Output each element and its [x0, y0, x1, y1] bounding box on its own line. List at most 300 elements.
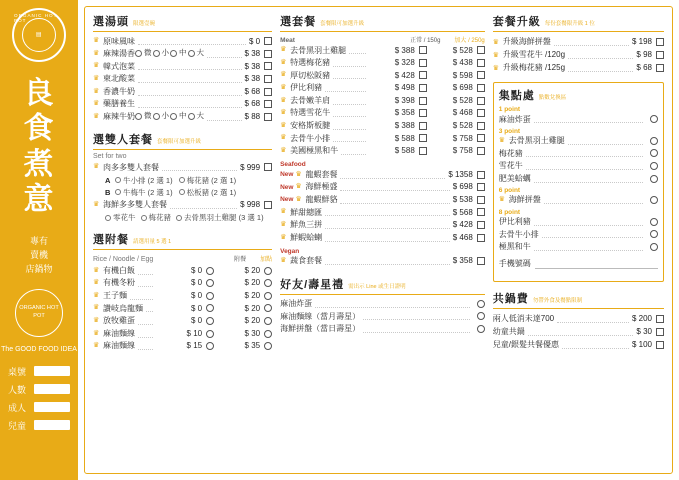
- sides-col-left-label: Rice / Noodle / Egg: [93, 256, 154, 264]
- dot-leader: [340, 196, 449, 204]
- list-item[interactable]: [93, 85, 272, 98]
- checkbox[interactable]: [477, 221, 485, 229]
- counter-input-people[interactable]: [34, 384, 70, 394]
- list-item[interactable]: [93, 35, 272, 48]
- radio-point[interactable]: [650, 175, 658, 183]
- counter-list: [8, 365, 70, 437]
- radio-option[interactable]: [141, 215, 147, 221]
- dot-leader: [544, 196, 643, 204]
- crown-icon: ♛: [93, 304, 100, 312]
- checkbox-normal[interactable]: [419, 134, 427, 142]
- radio-option[interactable]: [176, 215, 182, 221]
- list-item[interactable]: [493, 312, 664, 325]
- spice-label-small: 小: [161, 111, 169, 121]
- checkbox[interactable]: [477, 208, 485, 216]
- section-upgrade: [493, 13, 664, 74]
- checkbox[interactable]: [264, 88, 272, 96]
- seafood-name-2: 龍蝦鮮貉: [305, 195, 338, 205]
- meat-price1-7: $ 588: [394, 133, 415, 143]
- soup-price-6: $ 88: [244, 112, 261, 122]
- seafood-name-0: 龍蝦套餐: [305, 169, 338, 179]
- checkbox-large[interactable]: [477, 109, 485, 117]
- upgrade-note: 每份套餐限升級 1 位: [544, 21, 595, 27]
- brand-sub-line-0: 專有: [29, 235, 48, 246]
- side-name-0: 有機白飯: [103, 265, 135, 275]
- meat-name-4: 去骨嫩羊肩: [290, 95, 331, 105]
- choice-c-opt-2: 去骨黑羽土雞腿 (3 選 1): [184, 213, 264, 223]
- list-item[interactable]: [499, 135, 658, 148]
- counter-row-adult[interactable]: [8, 401, 70, 414]
- shared-fee-title: 共鍋費: [492, 293, 529, 305]
- radio-side-normal[interactable]: [206, 304, 214, 312]
- upgrade-name-0: 升級海鮮拼盤: [502, 37, 551, 46]
- radio-side-extra[interactable]: [264, 317, 272, 325]
- dot-leader: [325, 84, 366, 92]
- radio-spice-mild[interactable]: [135, 113, 142, 120]
- organic-hotpot-badge: ORGANIC HOT POT: [15, 289, 63, 337]
- crown-icon: ♛: [93, 75, 100, 82]
- checkbox[interactable]: [477, 234, 485, 242]
- soup-title: 選湯頭: [93, 16, 129, 28]
- radio-option[interactable]: [115, 177, 121, 183]
- list-item[interactable]: [499, 160, 658, 173]
- friend-gift-header: [280, 276, 485, 295]
- dot-leader: [325, 257, 450, 265]
- soup-header: [93, 13, 272, 32]
- dot-leader: [207, 50, 242, 58]
- checkbox-large[interactable]: [477, 97, 485, 105]
- checkbox[interactable]: [656, 341, 664, 349]
- side-name-2: 王子麵: [103, 291, 127, 301]
- radio-spice-small[interactable]: [153, 113, 160, 120]
- double-set-choice-c[interactable]: [105, 212, 272, 223]
- upgrade-name-2: 升級梅花豬 /125g: [502, 63, 566, 72]
- list-item[interactable]: [280, 69, 485, 82]
- checkbox-normal[interactable]: [419, 59, 427, 67]
- phone-input-row[interactable]: [499, 258, 658, 269]
- list-item[interactable]: [280, 219, 485, 232]
- checkbox-large[interactable]: [477, 46, 485, 54]
- list-item[interactable]: [93, 327, 272, 340]
- meat-price1-2: $ 428: [394, 70, 415, 80]
- upgrade-title: 套餐升級: [492, 16, 541, 28]
- checkbox[interactable]: [264, 201, 272, 209]
- radio-spice-mild[interactable]: [135, 50, 142, 57]
- seafood-price-5: $ 468: [452, 232, 473, 242]
- list-item[interactable]: [493, 325, 664, 338]
- double-set-price-0: $ 999: [240, 162, 261, 172]
- list-item[interactable]: [93, 340, 272, 353]
- counter-input-adult[interactable]: [34, 402, 70, 412]
- list-item[interactable]: [499, 241, 658, 254]
- radio-point[interactable]: [650, 115, 658, 123]
- points-header: [499, 87, 658, 103]
- checkbox-large[interactable]: [477, 84, 485, 92]
- list-item[interactable]: [493, 35, 664, 48]
- shared-fee-header: [493, 290, 664, 309]
- list-item[interactable]: [93, 315, 272, 328]
- dot-leader: [207, 113, 242, 121]
- list-item[interactable]: [280, 132, 485, 145]
- double-set-choice-a[interactable]: [105, 175, 272, 186]
- radio-option[interactable]: [179, 177, 185, 183]
- radio-gift[interactable]: [477, 312, 485, 320]
- side-name-1: 有機冬粉: [103, 278, 135, 288]
- spice-options-6[interactable]: [135, 111, 204, 122]
- point-item-6-0: 海鮮拼盤: [508, 195, 541, 205]
- meat-price2-2: $ 598: [452, 70, 473, 80]
- list-item[interactable]: [93, 302, 272, 315]
- list-item[interactable]: [280, 168, 485, 181]
- radio-side-extra[interactable]: [264, 304, 272, 312]
- section-sides: [93, 231, 272, 352]
- list-item[interactable]: [280, 120, 485, 133]
- list-item[interactable]: [93, 264, 272, 277]
- counter-row-child[interactable]: [8, 419, 70, 432]
- dot-leader: [325, 221, 450, 229]
- checkbox[interactable]: [264, 100, 272, 108]
- side-price2-6: $ 35: [244, 341, 261, 351]
- radio-option[interactable]: [105, 215, 111, 221]
- phone-input[interactable]: [535, 259, 658, 269]
- dot-leader: [557, 315, 629, 323]
- radio-gift[interactable]: [477, 325, 485, 333]
- list-item[interactable]: [93, 111, 272, 124]
- radio-option[interactable]: [179, 189, 185, 195]
- choice-key-a: A: [105, 175, 111, 185]
- list-item[interactable]: [93, 290, 272, 303]
- section-soup: [93, 13, 272, 123]
- crown-icon: ♛: [93, 291, 100, 299]
- section-shared-fee: [493, 290, 664, 351]
- meat-name-6: 安格斯板腱: [290, 121, 331, 131]
- order-sheet: [84, 6, 673, 474]
- radio-spice-large[interactable]: [188, 50, 195, 57]
- choice-c-opt-1: 梅花豬: [148, 213, 171, 223]
- counter-input-table[interactable]: [34, 366, 70, 376]
- vegan-label: Vegan: [280, 247, 300, 255]
- counter-label-people: 人數: [8, 384, 27, 395]
- checkbox[interactable]: [656, 328, 664, 336]
- brand-sidebar: [0, 0, 78, 480]
- crown-icon: ♛: [93, 266, 100, 274]
- dot-leader: [325, 208, 450, 216]
- list-item[interactable]: [499, 194, 658, 207]
- side-price1-4: $ 0: [190, 316, 203, 326]
- radio-side-extra[interactable]: [264, 267, 272, 275]
- counter-row-table[interactable]: [8, 365, 70, 378]
- crown-icon: ♛: [280, 46, 287, 54]
- checkbox-normal[interactable]: [419, 46, 427, 54]
- list-item[interactable]: [280, 323, 485, 336]
- friend-gift-note: 需出示 Line 或生日證明: [348, 283, 406, 290]
- radio-point[interactable]: [650, 243, 658, 251]
- gift-name-1: 麻油麵線（當月壽星）: [280, 311, 361, 321]
- list-item[interactable]: [280, 231, 485, 244]
- logo-inner: ▤: [22, 18, 56, 52]
- dot-leader: [363, 325, 470, 333]
- main-set-title: 選套餐: [280, 16, 317, 28]
- side-price1-0: $ 0: [190, 265, 203, 275]
- checkbox[interactable]: [477, 257, 485, 265]
- soup-price-1: $ 38: [244, 49, 261, 59]
- list-item[interactable]: [93, 98, 272, 111]
- double-set-title: 選雙人套餐: [93, 134, 153, 147]
- checkbox[interactable]: [656, 64, 664, 72]
- logo-arc-text: ORGANIC HOT POT: [14, 13, 58, 23]
- meat-price1-3: $ 498: [394, 83, 415, 93]
- double-set-choice-b[interactable]: [105, 187, 272, 198]
- checkbox[interactable]: [656, 38, 664, 46]
- side-price2-4: $ 20: [244, 316, 261, 326]
- list-item[interactable]: [280, 298, 485, 311]
- dot-leader: [138, 37, 246, 45]
- meat-price1-6: $ 388: [394, 121, 415, 131]
- list-item[interactable]: [280, 206, 485, 219]
- list-item[interactable]: [280, 107, 485, 120]
- checkbox[interactable]: [264, 75, 272, 83]
- side-name-4: 放牧雞蛋: [103, 316, 135, 326]
- radio-side-extra[interactable]: [264, 330, 272, 338]
- list-item[interactable]: [499, 172, 658, 185]
- radio-spice-medium[interactable]: [170, 50, 177, 57]
- radio-point[interactable]: [650, 218, 658, 226]
- list-item[interactable]: [493, 338, 664, 351]
- main-set-note: 套餐限可加選升級: [320, 21, 365, 27]
- list-item[interactable]: [493, 61, 664, 74]
- crown-icon: ♛: [295, 183, 302, 191]
- dot-leader: [138, 267, 153, 275]
- counter-row-people[interactable]: [8, 383, 70, 396]
- radio-point[interactable]: [650, 196, 658, 204]
- meat-col-1-label: 正常 / 150g: [410, 38, 441, 44]
- point-item-8-0: 伊比利豬: [498, 217, 531, 227]
- gift-name-0: 麻油炸蛋: [280, 299, 313, 308]
- dot-leader: [341, 147, 366, 155]
- checkbox[interactable]: [264, 37, 272, 45]
- list-item[interactable]: [499, 113, 658, 126]
- crown-icon: ♛: [280, 257, 287, 265]
- checkbox[interactable]: [477, 171, 485, 179]
- double-set-name-0: 肉多多雙人套餐: [103, 162, 159, 172]
- crown-icon: ♛: [93, 62, 100, 70]
- checkbox[interactable]: [477, 183, 485, 191]
- list-item[interactable]: [280, 44, 485, 57]
- double-set-price-1: $ 998: [240, 200, 261, 210]
- radio-side-normal[interactable]: [206, 279, 214, 287]
- crown-icon: ♛: [93, 163, 100, 171]
- list-item[interactable]: [93, 60, 272, 73]
- side-name-3: 讚岐烏龍麵: [103, 303, 143, 313]
- crown-icon: ♛: [280, 109, 287, 117]
- dot-leader: [526, 149, 643, 157]
- checkbox[interactable]: [656, 51, 664, 59]
- list-item[interactable]: [280, 255, 485, 268]
- crown-icon: ♛: [93, 342, 100, 350]
- crown-icon: ♛: [280, 96, 287, 104]
- spice-options-1[interactable]: [135, 48, 204, 59]
- side-price1-5: $ 10: [186, 328, 203, 338]
- soup-name-0: 原味風味: [103, 36, 135, 46]
- counter-label-table: 桌號: [8, 366, 27, 377]
- fee-name-2: 兒童/銀髮共餐優惠: [492, 340, 560, 349]
- spice-label-medium: 中: [179, 48, 187, 58]
- radio-spice-large[interactable]: [188, 113, 195, 120]
- dot-leader: [325, 234, 450, 242]
- crown-icon: ♛: [492, 64, 500, 72]
- checkbox[interactable]: [264, 163, 272, 171]
- double-set-sublabel: Set for two: [93, 153, 127, 161]
- crown-icon: ♛: [280, 121, 287, 129]
- radio-option[interactable]: [115, 189, 121, 195]
- list-item[interactable]: [493, 48, 664, 61]
- dot-leader: [363, 312, 470, 320]
- side-price1-1: $ 0: [190, 278, 203, 288]
- radio-side-extra[interactable]: [264, 342, 272, 350]
- list-item[interactable]: [93, 48, 272, 61]
- checkbox[interactable]: [656, 315, 664, 323]
- radio-side-normal[interactable]: [206, 317, 214, 325]
- checkbox-large[interactable]: [477, 134, 485, 142]
- radio-spice-medium[interactable]: [170, 113, 177, 120]
- radio-gift[interactable]: [477, 300, 485, 308]
- radio-point[interactable]: [650, 230, 658, 238]
- side-price2-5: $ 30: [244, 328, 261, 338]
- list-item[interactable]: [499, 228, 658, 241]
- checkbox[interactable]: [264, 50, 272, 58]
- soup-name-6: 麻辣牛奶: [103, 112, 135, 122]
- seafood-price-0: $ 1358: [448, 169, 473, 179]
- crown-icon: ♛: [295, 195, 302, 203]
- list-item[interactable]: [280, 82, 485, 95]
- checkbox-large[interactable]: [477, 71, 485, 79]
- dot-leader: [138, 342, 153, 350]
- side-price2-3: $ 20: [244, 303, 261, 313]
- side-price1-2: $ 0: [190, 291, 203, 301]
- dot-leader: [534, 175, 643, 183]
- checkbox-large[interactable]: [477, 122, 485, 130]
- checkbox-normal[interactable]: [419, 147, 427, 155]
- meat-price2-7: $ 758: [452, 133, 473, 143]
- seafood-price-1: $ 698: [452, 182, 473, 192]
- seafood-label: Seafood: [280, 161, 306, 169]
- point-item-3-1: 梅花豬: [498, 148, 523, 158]
- section-friend-gift: [280, 276, 485, 336]
- radio-spice-small[interactable]: [153, 50, 160, 57]
- section-main-set: [280, 13, 485, 268]
- new-badge: New: [280, 170, 294, 178]
- dot-leader: [568, 137, 643, 145]
- dot-leader: [170, 201, 237, 209]
- list-item[interactable]: [93, 199, 272, 212]
- dot-leader: [138, 317, 153, 325]
- dot-leader: [138, 100, 242, 108]
- checkbox-normal[interactable]: [419, 84, 427, 92]
- upgrade-price-0: $ 198: [631, 37, 652, 46]
- column-left: [93, 13, 272, 467]
- checkbox[interactable]: [264, 113, 272, 121]
- crown-icon: ♛: [492, 38, 500, 46]
- fee-price-2: $ 100: [631, 340, 652, 349]
- brand-title-char-4: 意: [23, 183, 55, 217]
- radio-side-normal[interactable]: [206, 330, 214, 338]
- checkbox[interactable]: [477, 196, 485, 204]
- radio-side-extra[interactable]: [264, 279, 272, 287]
- radio-side-normal[interactable]: [206, 292, 214, 300]
- crown-icon: ♛: [93, 100, 100, 108]
- list-item[interactable]: [280, 310, 485, 323]
- spice-label-mild: 微: [144, 111, 152, 121]
- meat-col-2-label: 加大 / 250g: [454, 38, 485, 44]
- choice-key-b: B: [105, 187, 111, 197]
- list-item[interactable]: [280, 194, 485, 207]
- list-item[interactable]: [93, 277, 272, 290]
- meat-price2-4: $ 528: [452, 95, 473, 105]
- checkbox-normal[interactable]: [419, 109, 427, 117]
- soup-price-0: $ 0: [248, 36, 261, 46]
- checkbox[interactable]: [264, 62, 272, 70]
- dot-leader: [542, 230, 643, 238]
- checkbox-normal[interactable]: [419, 122, 427, 130]
- list-item[interactable]: [280, 181, 485, 194]
- side-price1-6: $ 15: [186, 341, 203, 351]
- list-item[interactable]: [499, 147, 658, 160]
- counter-input-child[interactable]: [34, 420, 70, 430]
- sides-col-headers: [234, 254, 272, 263]
- list-item[interactable]: [280, 94, 485, 107]
- list-item[interactable]: [280, 57, 485, 70]
- fee-price-0: $ 200: [631, 314, 652, 323]
- phone-label: 手機號碼: [498, 259, 531, 269]
- dot-leader: [534, 218, 643, 226]
- sides-title: 選附餐: [93, 234, 129, 247]
- dot-leader: [534, 115, 643, 123]
- meat-name-0: 去骨黑羽土雞腿: [290, 45, 347, 55]
- radio-point[interactable]: [650, 162, 658, 170]
- radio-point[interactable]: [650, 137, 658, 145]
- side-price2-1: $ 20: [244, 278, 261, 288]
- meat-name-2: 厚切松阪豬: [290, 70, 331, 80]
- radio-side-normal[interactable]: [206, 267, 214, 275]
- crown-icon: ♛: [280, 208, 287, 216]
- soup-note: 限選壹碗: [133, 21, 156, 27]
- dot-leader: [526, 162, 643, 170]
- checkbox-normal[interactable]: [419, 71, 427, 79]
- radio-point[interactable]: [650, 149, 658, 157]
- fee-price-1: $ 30: [636, 327, 652, 336]
- dot-leader: [138, 279, 153, 287]
- crown-icon: ♛: [93, 87, 100, 95]
- sides-col-2-label: 加點: [260, 257, 273, 264]
- brand-title-char-2: 食: [23, 112, 55, 146]
- checkbox-large[interactable]: [477, 147, 485, 155]
- radio-side-extra[interactable]: [264, 292, 272, 300]
- point-item-3-0: 去骨黑羽土雞腿: [508, 136, 565, 146]
- list-item[interactable]: [280, 145, 485, 158]
- list-item[interactable]: [93, 161, 272, 174]
- checkbox-normal[interactable]: [419, 97, 427, 105]
- radio-side-normal[interactable]: [206, 342, 214, 350]
- choice-a-opt-0: 牛小排 (2 選 1): [123, 175, 173, 185]
- spice-label-small: 小: [161, 48, 169, 58]
- checkbox-large[interactable]: [477, 59, 485, 67]
- dot-leader: [162, 163, 237, 171]
- crown-icon: ♛: [280, 134, 287, 142]
- meat-price1-8: $ 588: [394, 146, 415, 156]
- list-item[interactable]: [93, 73, 272, 86]
- list-item[interactable]: [499, 216, 658, 229]
- dot-leader: [138, 75, 242, 83]
